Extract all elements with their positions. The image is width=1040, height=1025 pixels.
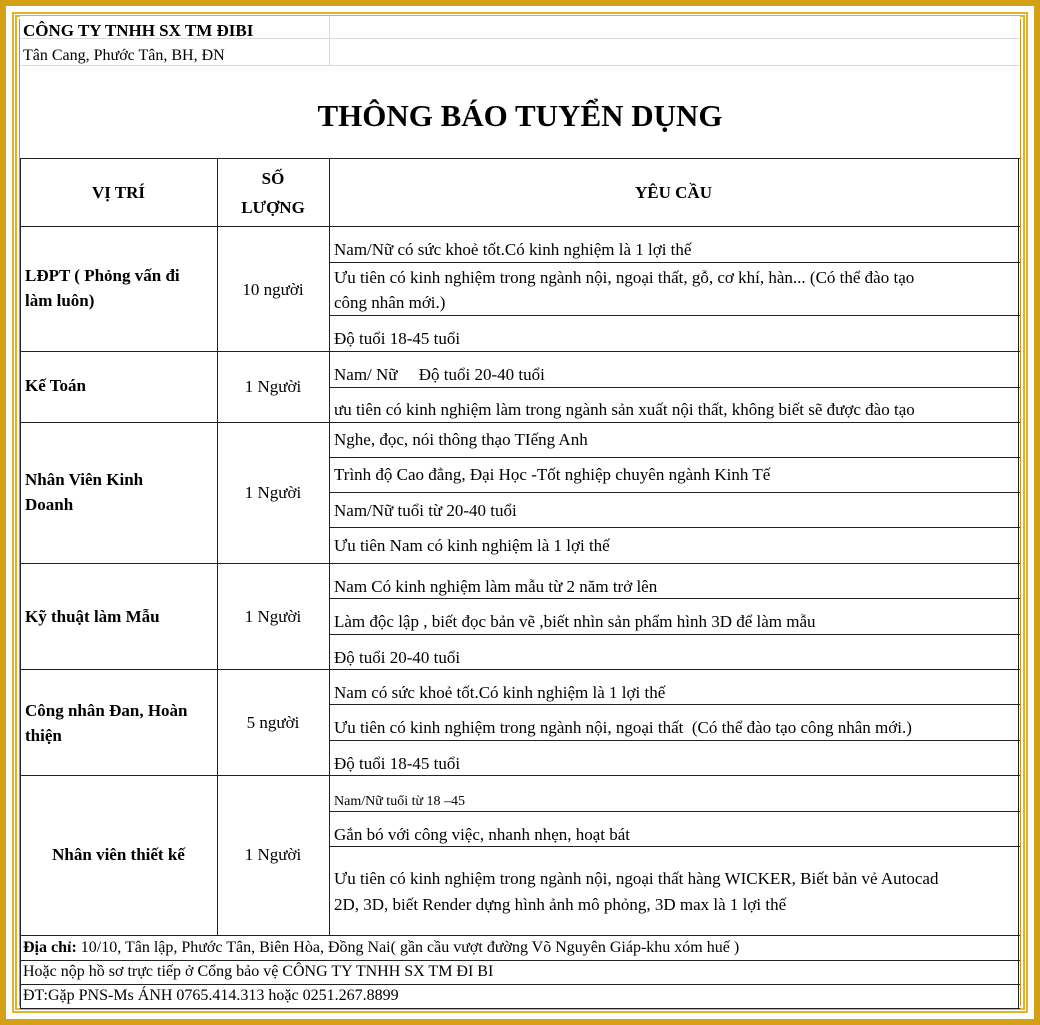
- position-cell: Nhân viên thiết kế: [52, 845, 185, 864]
- requirement-text: Trình độ Cao đẳng, Đại Học -Tốt nghiệp chuyên ngành Kinh Tế: [334, 465, 771, 484]
- position-cell: thiện: [25, 726, 62, 745]
- position-cell: làm luôn): [25, 291, 95, 310]
- position-cell: Kỹ thuật làm Mẫu: [25, 607, 160, 626]
- position-cell: Doanh: [25, 495, 74, 514]
- table-rule: [329, 457, 1020, 458]
- table-rule: [329, 634, 1020, 635]
- table-border: [20, 158, 21, 1009]
- recruitment-sheet: [20, 16, 1020, 1009]
- header-position: VỊ TRÍ: [91, 183, 146, 202]
- requirement-text: Ưu tiên có kinh nghiệm trong ngành nội, ngoại thất hàng WICKER, Biết bản vẻ Autocad: [334, 869, 939, 888]
- requirement-text: Nam/ Nữ Độ tuổi 20-40 tuổi: [334, 365, 545, 384]
- requirement-text: Nam Có kinh nghiệm làm mẫu từ 2 năm trở lên: [334, 577, 658, 596]
- table-rule: [20, 669, 1020, 670]
- column-divider: [217, 158, 218, 936]
- requirement-text: Độ tuổi 18-45 tuổi: [334, 329, 461, 348]
- table-rule: [20, 422, 1020, 423]
- requirement-text: 2D, 3D, biết Render dựng hình ảnh mô phỏng, 3D max là 1 lợi thế: [334, 895, 787, 914]
- requirement-text: Ưu tiên Nam có kinh nghiệm là 1 lợi thế: [334, 536, 610, 555]
- requirement-text: Nam có sức khoẻ tốt.Có kinh nghiệm là 1 lợi thế: [334, 683, 666, 702]
- table-rule: [20, 563, 1020, 564]
- table-rule: [329, 598, 1020, 599]
- quantity-cell: 1 Người: [244, 483, 302, 502]
- quantity-cell: 1 Người: [244, 607, 302, 626]
- table-rule: [329, 315, 1020, 316]
- footer-apply: Hoặc nộp hồ sơ trực tiếp ở Cổng bảo vệ CÔNG TY TNHH SX TM ĐI BI: [23, 963, 494, 980]
- table-border: [20, 158, 1020, 159]
- requirement-text: Ưu tiên có kinh nghiệm trong ngành nội, ngoại thất, gỗ, cơ khí, hàn... (Có thể đào tạo: [334, 268, 915, 287]
- table-rule: [329, 387, 1020, 388]
- requirement-text: Độ tuổi 18-45 tuổi: [334, 754, 461, 773]
- footer-address: [23, 938, 739, 958]
- table-rule: [329, 262, 1020, 263]
- quantity-cell: 1 Người: [244, 377, 302, 396]
- footer-address-value: 10/10, Tân lập, Phước Tân, Biên Hòa, Đồng Nai( gần cầu vượt đường Võ Nguyên Giáp-khu xóm huế ): [76, 939, 740, 956]
- quantity-cell: 10 người: [242, 280, 304, 299]
- table-rule: [329, 704, 1020, 705]
- position-cell: LĐPT ( Phỏng vấn đi: [25, 266, 180, 285]
- table-rule: [329, 527, 1020, 528]
- position-cell: Nhân Viên Kinh: [25, 470, 144, 489]
- quantity-cell: 5 người: [246, 713, 300, 732]
- table-rule: [20, 1008, 1020, 1009]
- table-rule: [20, 935, 1020, 936]
- company-name: CÔNG TY TNHH SX TM ĐIBI: [23, 21, 254, 40]
- position-cell: Công nhân Đan, Hoàn: [25, 701, 188, 720]
- quantity-cell: 1 Người: [244, 845, 302, 864]
- requirement-text: Gắn bó với công việc, nhanh nhẹn, hoạt bát: [334, 825, 631, 844]
- header-quantity-line2: LƯỢNG: [241, 198, 305, 217]
- table-rule: [20, 351, 1020, 352]
- requirement-text: công nhân mới.): [334, 293, 446, 312]
- table-border: [1018, 158, 1019, 1009]
- requirement-text: ưu tiên có kinh nghiệm làm trong ngành sản xuất nội thất, không biết sẽ được đào tạo: [334, 400, 915, 419]
- page-title: THÔNG BÁO TUYỂN DỤNG: [317, 98, 723, 133]
- column-divider: [329, 158, 330, 936]
- table-rule: [20, 960, 1020, 961]
- requirement-text: Nghe, đọc, nói thông thạo TIếng Anh: [334, 430, 588, 449]
- table-rule: [20, 226, 1020, 227]
- requirement-text: Ưu tiên có kinh nghiệm trong ngành nội, ngoại thất (Có thể đào tạo công nhân mới.): [334, 718, 912, 737]
- requirement-text: Nam/Nữ tuổi từ 18 –45: [334, 794, 466, 809]
- header-requirements: YÊU CẦU: [635, 183, 712, 202]
- table-rule: [329, 740, 1020, 741]
- gridline: [329, 16, 330, 66]
- requirement-text: Độ tuổi 20-40 tuổi: [334, 648, 461, 667]
- requirement-text: Nam/Nữ có sức khoẻ tốt.Có kinh nghiệm là 1 lợi thế: [334, 240, 692, 259]
- requirement-text: Làm độc lập , biết đọc bản vẽ ,biết nhìn sản phẩm hình 3D để làm mẫu: [334, 612, 816, 631]
- table-rule: [20, 775, 1020, 776]
- footer-address-label: Địa chỉ:: [23, 939, 77, 956]
- footer-contact: ĐT:Gặp PNS-Ms ÁNH 0765.414.313 hoặc 0251.267.8899: [23, 987, 399, 1004]
- position-cell: Kế Toán: [25, 376, 86, 395]
- requirement-text: Nam/Nữ tuổi từ 20-40 tuổi: [334, 501, 517, 520]
- company-address: Tân Cang, Phước Tân, BH, ĐN: [23, 47, 225, 64]
- table-rule: [329, 492, 1020, 493]
- table-rule: [329, 846, 1020, 847]
- header-quantity-line1: SỐ: [261, 169, 285, 188]
- table-rule: [20, 984, 1020, 985]
